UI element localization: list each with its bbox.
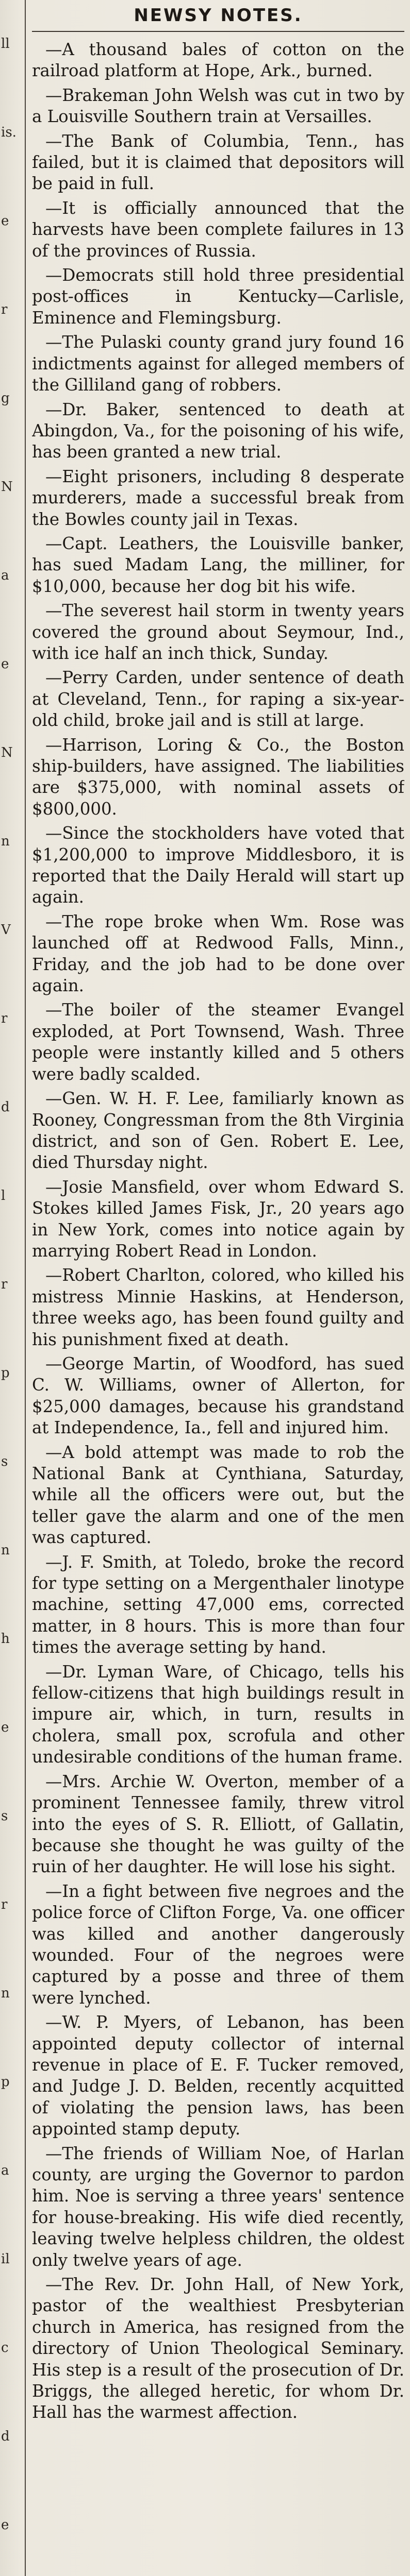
gutter-fragment: r bbox=[1, 302, 8, 317]
news-item: —Democrats still hold three presidential post-offices in Kentucky—Carlisle, Eminence and Flemingsburg. bbox=[32, 265, 404, 328]
section-heading: NEWSY NOTES. bbox=[134, 5, 303, 26]
gutter-fragment: a bbox=[1, 2163, 9, 2178]
news-item: —J. F. Smith, at Toledo, broke the record for type setting on a Mergenthaler linotype machine, setting 47,000 ems, corrected matter, in 8 hours. This is more than four times the average setting by hand. bbox=[32, 1552, 404, 1657]
news-item: —Gen. W. H. F. Lee, familiarly known as Rooney, Congressman from the 8th Virginia district, and son of Gen. Robert E. Lee, died Thursday night. bbox=[32, 1089, 404, 1173]
news-item: —The Rev. Dr. John Hall, of New York, pastor of the wealthiest Presbyterian church in America, has resigned from the directory of Union Theological Seminary. His step is a result of the prosecution of Dr. Briggs, the alleged heretic, for whom Dr. Hall has the warmest affection. bbox=[32, 2275, 404, 2422]
gutter-fragment: d bbox=[1, 2429, 10, 2444]
column-divider-rule bbox=[25, 0, 26, 2576]
gutter-fragment: d bbox=[1, 1099, 10, 1115]
newsy-notes-column bbox=[32, 0, 404, 2576]
news-item: —The Pulaski county grand jury found 16 indictments against for alleged members of the Gilliland gang of robbers. bbox=[32, 332, 404, 395]
news-item: —Eight prisoners, including 8 desperate murderers, made a successful break from the Bowles county jail in Texas. bbox=[32, 466, 404, 529]
news-item: —It is officially announced that the harvests have been complete failures in 13 of the provinces of Russia. bbox=[32, 198, 404, 261]
gutter-fragment: e bbox=[1, 2517, 9, 2533]
gutter-fragment: p bbox=[1, 2074, 10, 2090]
news-item: —The severest hail storm in twenty years covered the ground about Seymour, Ind., with ice half an inch thick, Sunday. bbox=[32, 601, 404, 663]
gutter-fragment: r bbox=[1, 1897, 8, 1912]
gutter-fragment: N bbox=[1, 745, 13, 760]
news-item: —Josie Mansfield, over whom Edward S. Stokes killed James Fisk, Jr., 20 years ago in New York, comes into notice again by marrying Robert Read in London. bbox=[32, 1177, 404, 1261]
gutter-fragment: il bbox=[1, 2251, 10, 2267]
left-gutter-column-fragment bbox=[0, 0, 24, 2576]
gutter-fragment: ll bbox=[1, 36, 10, 52]
news-item: —Perry Carden, under sentence of death at Cleveland, Tenn., for raping a six-year-old child, broke jail and is still at large. bbox=[32, 668, 404, 731]
gutter-fragment: e bbox=[1, 656, 9, 672]
gutter-fragment: n bbox=[1, 834, 10, 849]
news-item: —The friends of William Noe, of Harlan county, are urging the Governor to pardon him. Noe is serving a three years' sentence for house-breaking. His wife died recently, leaving twelve helpless children, the oldest only twelve years of age. bbox=[32, 2143, 404, 2270]
gutter-fragment: h bbox=[1, 1631, 10, 1647]
gutter-fragment: n bbox=[1, 1543, 10, 1558]
news-item: —Dr. Baker, sentenced to death at Abingdon, Va., for the poisoning of his wife, has been granted a new trial. bbox=[32, 399, 404, 462]
news-item: —Since the stockholders have voted that $1,200,000 to improve Middlesboro, it is reported that the Daily Herald will start up again. bbox=[32, 823, 404, 907]
news-item: —In a fight between five negroes and the police force of Clifton Forge, Va. one officer was killed and another dangerously wounded. Four of the negroes were captured by a posse and three of them were lynched. bbox=[32, 1881, 404, 2008]
gutter-fragment: g bbox=[1, 391, 10, 406]
gutter-fragment: s bbox=[1, 1808, 8, 1824]
news-item: —Capt. Leathers, the Louisville banker, has sued Madam Lang, the milliner, for $10,000, because her dog bit his wife. bbox=[32, 533, 404, 596]
gutter-fragment: V bbox=[1, 922, 11, 938]
gutter-fragment: is. bbox=[1, 125, 17, 140]
news-item: —Robert Charlton, colored, who killed his mistress Minnie Haskins, at Henderson, three weeks ago, has been found guilty and his punishment fixed at death. bbox=[32, 1265, 404, 1349]
news-item: —A bold attempt was made to rob the National Bank at Cynthiana, Saturday, while all the officers were out, but the teller gave the alarm and one of the men was captured. bbox=[32, 1442, 404, 1548]
gutter-fragment: r bbox=[1, 1277, 8, 1292]
gutter-fragment: p bbox=[1, 1365, 10, 1381]
news-item: —The Bank of Columbia, Tenn., has failed, but it is claimed that depositors will be paid in full. bbox=[32, 131, 404, 194]
news-item: —Dr. Lyman Ware, of Chicago, tells his fellow-citizens that high buildings result in impure air, which, in turn, results in cholera, small pox, scrofula and other undesirable conditions of the human frame. bbox=[32, 1662, 404, 1767]
gutter-fragment: N bbox=[1, 479, 13, 495]
gutter-fragment: r bbox=[1, 1011, 8, 1026]
news-item: —Mrs. Archie W. Overton, member of a prominent Tennessee family, threw vitrol into the eyes of S. R. Elliott, of Gallatin, because she thought he was guilty of the ruin of her daughter. He will lose his sight. bbox=[32, 1771, 404, 1877]
news-item: —Harrison, Loring & Co., the Boston ship-builders, have assigned. The liabilities are $375,000, with nominal assets of $800,000. bbox=[32, 735, 404, 819]
news-item: —Brakeman John Welsh was cut in two by a Louisville Southern train at Versailles. bbox=[32, 85, 404, 127]
news-item: —George Martin, of Woodford, has sued C. W. Williams, owner of Allerton, for $25,000 damages, because his grandstand at Independence, Ia., fell and injured him. bbox=[32, 1353, 404, 1438]
news-items bbox=[32, 39, 404, 2424]
gutter-fragment: c bbox=[1, 2340, 9, 2355]
gutter-fragment: e bbox=[1, 1720, 9, 1735]
news-item: —The rope broke when Wm. Rose was launched off at Redwood Falls, Minn., Friday, and the job had to be done over again. bbox=[32, 911, 404, 996]
news-item: —A thousand bales of cotton on the railroad platform at Hope, Ark., burned. bbox=[32, 40, 404, 81]
gutter-fragment: a bbox=[1, 568, 9, 583]
gutter-fragment: n bbox=[1, 1986, 10, 2001]
gutter-fragment: l bbox=[1, 1188, 6, 1204]
news-item: —The boiler of the steamer Evangel exploded, at Port Townsend, Wash. Three people were instantly killed and 5 others were badly scalded. bbox=[32, 1000, 404, 1084]
gutter-fragment: e bbox=[1, 213, 9, 229]
gutter-fragment: s bbox=[1, 1454, 8, 1469]
heading-rule bbox=[32, 31, 404, 32]
news-item: —W. P. Myers, of Lebanon, has been appointed deputy collector of internal revenue in place of E. F. Tucker removed, and Judge J. D. Belden, recently acquitted of violating the pension laws, has been appointed stamp deputy. bbox=[32, 2012, 404, 2139]
